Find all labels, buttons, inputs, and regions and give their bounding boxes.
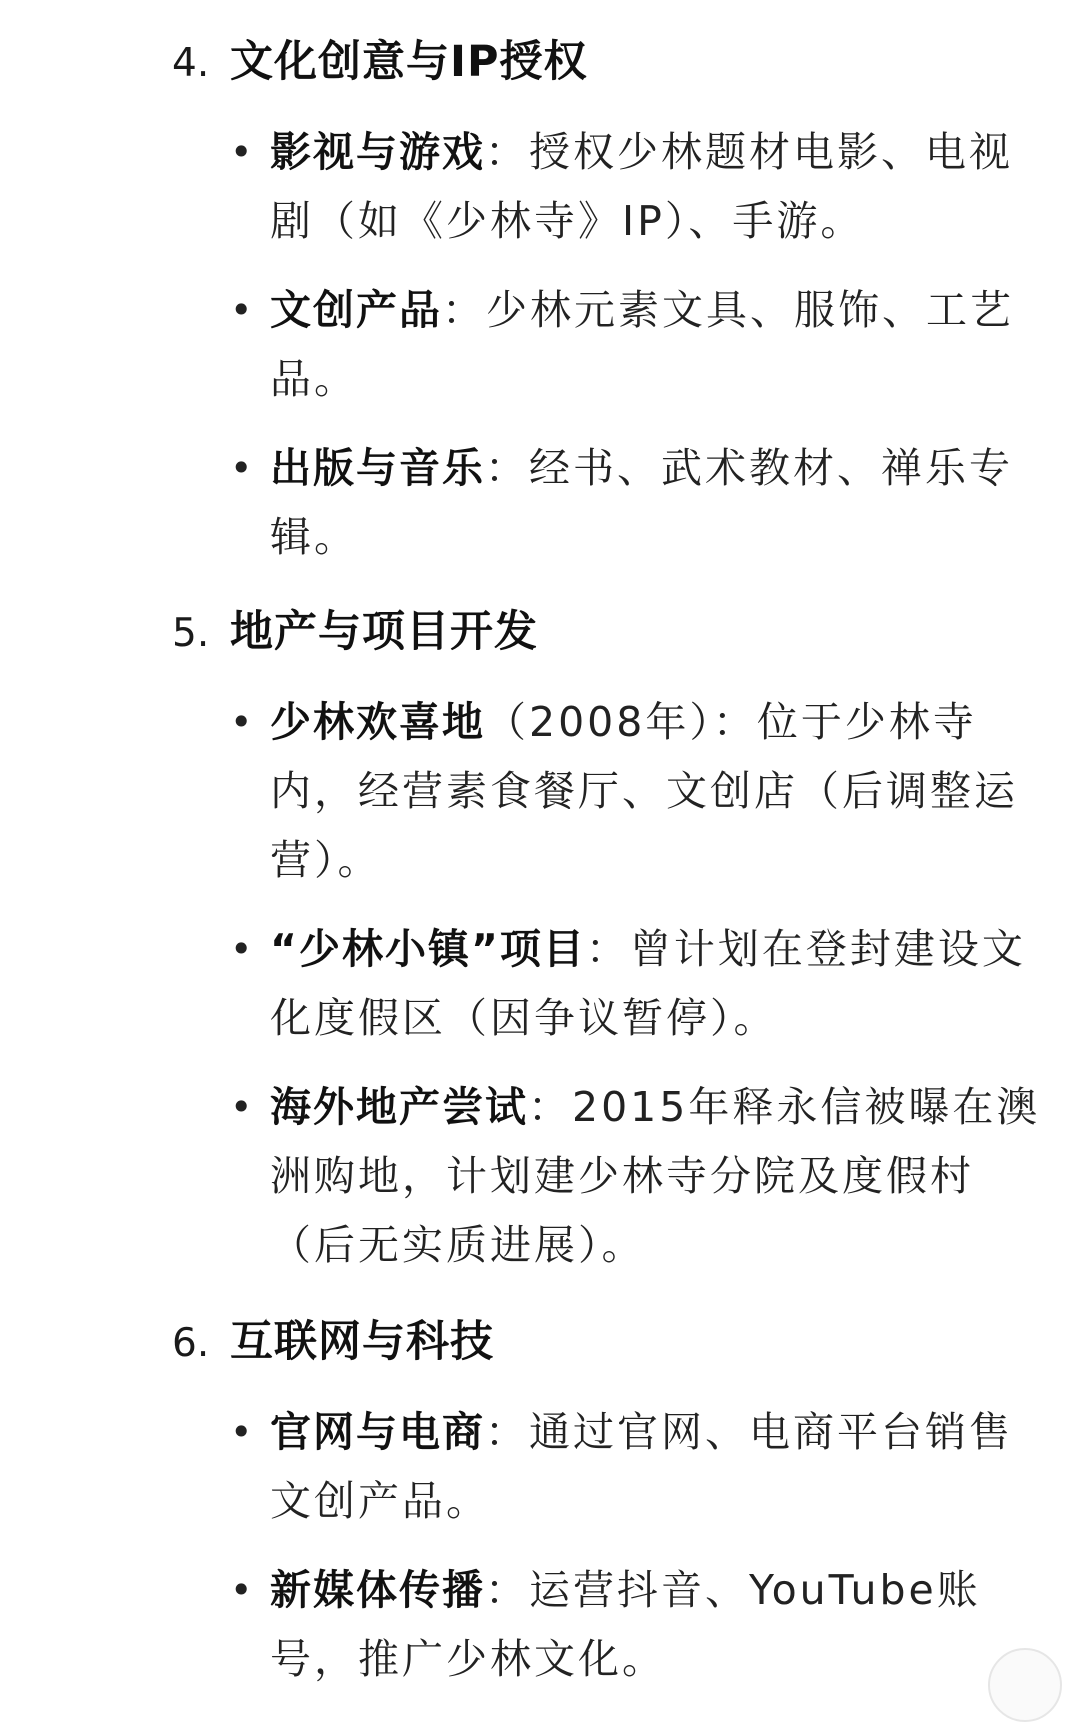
section-title: 文化创意与IP授权 xyxy=(230,37,588,87)
bullet-list xyxy=(172,688,1041,1280)
section-heading xyxy=(172,1308,1032,1378)
bullet-text: ：少林元素文具、服饰、工艺品。 xyxy=(270,286,1014,403)
list-item xyxy=(172,688,1042,895)
section-number: 4. xyxy=(172,41,210,86)
bullet-icon: • xyxy=(230,446,256,490)
bullet-icon: • xyxy=(230,288,256,332)
list-item xyxy=(172,1073,1042,1280)
bullet-text: ：经书、武术教材、禅乐专辑。 xyxy=(270,444,1013,561)
bullet-title: 海外地产尝试 xyxy=(270,1083,528,1131)
bullet-title: 官网与电商 xyxy=(270,1408,485,1456)
bullet-list xyxy=(172,1398,1032,1694)
bullet-title: 影视与游戏 xyxy=(270,128,485,176)
section-title: 地产与项目开发 xyxy=(230,607,538,657)
bullet-icon: • xyxy=(230,130,256,174)
list-item xyxy=(172,276,1042,414)
bullet-icon: • xyxy=(230,700,256,744)
section-internet-tech xyxy=(172,1308,1032,1694)
bullet-icon: • xyxy=(230,1568,256,1612)
bullet-title: 新媒体传播 xyxy=(270,1566,485,1614)
bullet-title: 少林欢喜地 xyxy=(270,698,485,746)
scroll-to-bottom-button[interactable] xyxy=(988,1648,1062,1722)
bullet-title: 出版与音乐 xyxy=(270,444,485,492)
section-heading xyxy=(172,598,1032,668)
bullet-title: 文创产品 xyxy=(270,286,442,334)
list-item xyxy=(172,915,1042,1053)
list-item xyxy=(172,118,1042,256)
bullet-icon: • xyxy=(230,1085,256,1129)
bullet-list xyxy=(172,118,1032,572)
bullet-text: ：2015年释永信被曝在澳洲购地，计划建少林寺分院及度假村（后无实质进展）。 xyxy=(270,1083,1041,1269)
bullet-text: ：运营抖音、YouTube账号，推广少林文化。 xyxy=(270,1566,981,1683)
section-cultural-ip xyxy=(172,28,1032,572)
section-number: 5. xyxy=(172,611,210,656)
list-item xyxy=(172,1556,1042,1694)
section-number: 6. xyxy=(172,1321,210,1366)
bullet-icon: • xyxy=(230,927,256,971)
section-title: 互联网与科技 xyxy=(230,1317,494,1367)
list-item xyxy=(172,434,1042,572)
bullet-title: “少林小镇”项目 xyxy=(270,925,586,973)
section-heading xyxy=(172,28,1032,98)
list-item xyxy=(172,1398,1042,1536)
bullet-text: ：曾计划在登封建设文化度假区（因争议暂停）。 xyxy=(270,925,1026,1042)
section-real-estate xyxy=(172,598,1041,1280)
bullet-text: ：通过官网、电商平台销售文创产品。 xyxy=(270,1408,1013,1525)
bullet-text: （2008年）：位于少林寺内，经营素食餐厅、文创店（后调整运营）。 xyxy=(270,698,1018,884)
bullet-text: ：授权少林题材电影、电视剧（如《少林寺》IP）、手游。 xyxy=(270,128,1013,245)
bullet-icon: • xyxy=(230,1410,256,1454)
